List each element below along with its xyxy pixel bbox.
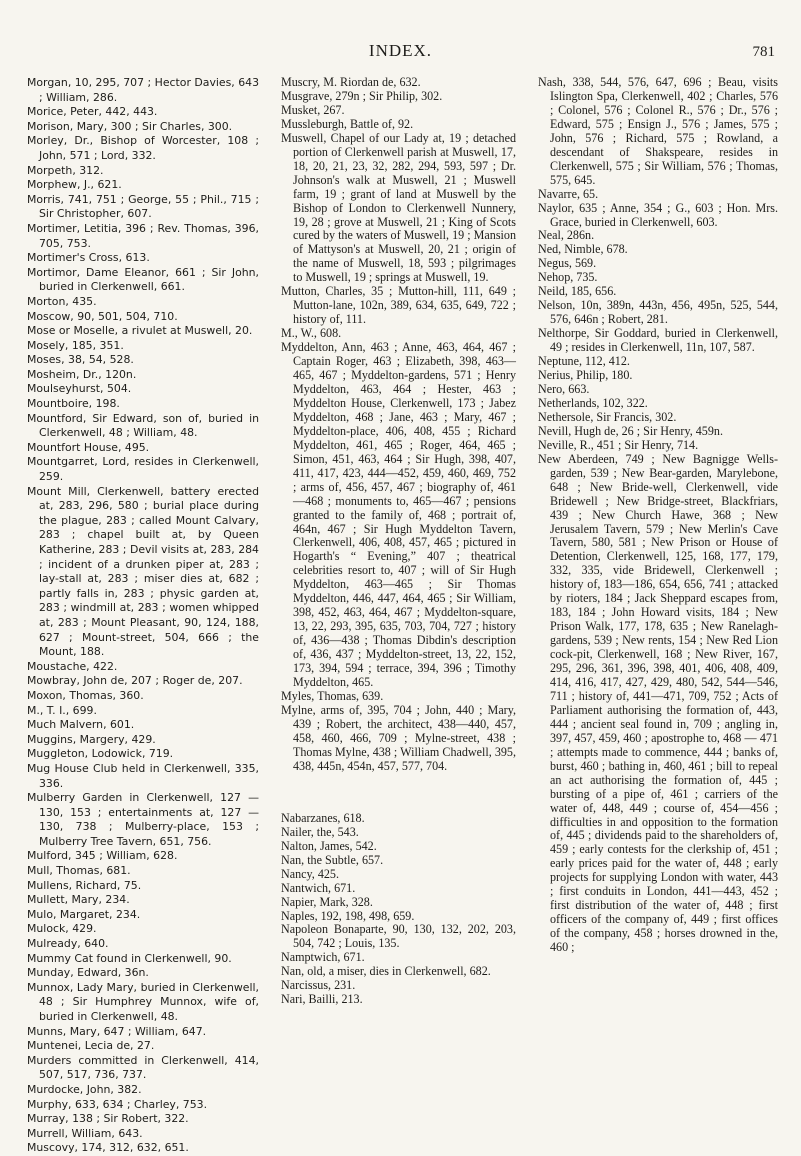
- section-gap: [281, 786, 516, 800]
- index-entry: Mulock, 429.: [27, 922, 97, 936]
- index-entry: Nevill, Hugh de, 26 ; Sir Henry, 459n.: [538, 423, 723, 438]
- index-column-3: [538, 76, 778, 955]
- index-entry: Mowbray, John de, 207 ; Roger de, 207.: [27, 674, 243, 688]
- index-columns: [0, 66, 801, 1155]
- index-entry: New Aberdeen, 749 ; New Bagnigge Wells-garden, 539 ; New Bear-garden, Marylebone, 648 ; New Bride-well, Clerkenwell, vide Bridewell ; New Bridge-street, Blackfriars, 439 ; New Church Hawe, 368 ; New Jerusalem Tavern, 579 ; New Merlin's Cave Tavern, 580, 581 ; New Prison or House of Detention, Clerkenwell, 125, 168, 177, 179, 332, 335, vide Bridewell, Clerkenwell ; history of, 183—186, 654, 656, 741 ; attacked by rioters, 184 ; Jack Sheppard escapes from, 183, 184 ; John Howard visits, 184 ; New Prison Walk, 177, 178, 635 ; New Ranelagh-gardens, 539 ; New rents, 154 ; New Red Lion cock-pit, Clerkenwell, 168 ; New River, 167, 295, 296, 361, 396, 398, 401, 406, 408, 409, 414, 416, 417, 427, 429, 480, 542, 544—546, 711 ; history of, 441—471, 709, 752 ; Acts of Parliament authorising the formation of, 443, 444 ; ancient seal found in, 709 ; angling in, 397, 457, 459, 460 ; apostrophe to, 468 — 471 ; attempts made to commence, 444 ; banks of, burst, 460 ; bathing in, 460, 461 ; bill to repeal an act authorising the formation of, 445 ; bursting of a pipe of, 461 ; carriers of the water of, 448, 449 ; course of, 454—456 ; difficulties in and opposition to the formation of, 445 ; dividends paid to the shareholders of, 459 ; early contests for the clerkship of, 451 ; early prices paid for the water of, 448 ; early projects for supplying London with water, 443 ; first conduits in London, 441—443, 452 ; first distribution of the water of, 448 ; first officers of the company of, 449 ; first offices of the company, 458 ; horses drowned in the, 460 ;: [538, 451, 778, 955]
- index-entry: Nelthorpe, Sir Goddard, buried in Clerkenwell, 49 ; resides in Clerkenwell, 11n, 107, 587.: [538, 326, 778, 355]
- index-entry: Nan, old, a miser, dies in Clerkenwell, 682.: [281, 964, 491, 979]
- page-header: [0, 0, 801, 70]
- index-entry: Nailer, the, 543.: [281, 824, 359, 839]
- index-entry: Nash, 338, 544, 576, 647, 696 ; Beau, visits Islington Spa, Clerkenwell, 402 ; Charles, 576 ; Colonel, 576 ; Colonel R., 576 ; Dr., 576 ; Edward, 575 ; Ensign J., 576 ; James, 575 ; John, 576 ; Richard, 575 ; Rowland, a descendant of Shakspeare, resides in Clerkenwell, 575 ; Sir William, 576 ; Thomas, 575, 645.: [538, 75, 778, 187]
- index-entry: Mullens, Richard, 75.: [27, 878, 142, 892]
- index-entry: Mose or Moselle, a rivulet at Muswell, 20.: [27, 324, 253, 338]
- index-entry: Navarre, 65.: [538, 186, 599, 201]
- index-entry: Mountboire, 198.: [27, 397, 120, 411]
- index-entry: Mosheim, Dr., 120n.: [27, 367, 137, 381]
- index-entry: Mortimor, Dame Eleanor, 661 ; Sir John, buried in Clerkenwell, 661.: [27, 265, 259, 294]
- index-entry: Neville, R., 451 ; Sir Henry, 714.: [538, 437, 699, 452]
- index-entry: Mull, Thomas, 681.: [27, 864, 131, 878]
- index-entry: M., W., 608.: [281, 326, 342, 341]
- index-entry: Morley, Dr., Bishop of Worcester, 108 ; John, 571 ; Lord, 332.: [27, 134, 259, 162]
- index-entry: Morphew, J., 621.: [27, 178, 122, 192]
- index-entry: Ned, Nimble, 678.: [538, 242, 628, 257]
- index-entry: Mummy Cat found in Clerkenwell, 90.: [27, 951, 232, 965]
- index-entry: Moulseyhurst, 504.: [27, 382, 132, 396]
- index-entry: Morpeth, 312.: [27, 163, 104, 177]
- index-entry: Muntenei, Lecia de, 27.: [27, 1039, 155, 1053]
- index-entry: Mortimer, Letitia, 396 ; Rev. Thomas, 396, 705, 753.: [27, 221, 259, 250]
- index-entry: Nethersole, Sir Francis, 302.: [538, 409, 677, 424]
- index-entry: Neal, 286n.: [538, 228, 595, 243]
- index-entry: Munnox, Lady Mary, buried in Clerkenwell, 48 ; Sir Humphrey Munnox, wife of, buried in Clerkenwell, 48.: [27, 980, 259, 1023]
- index-entry: Mug House Club held in Clerkenwell, 335, 336.: [27, 761, 259, 790]
- index-entry: Neild, 185, 656.: [538, 284, 617, 299]
- index-entry: Nan, the Subtle, 657.: [281, 852, 384, 867]
- index-entry: Mulo, Margaret, 234.: [27, 907, 141, 921]
- index-entry: Nari, Bailli, 213.: [281, 992, 363, 1007]
- index-column-1: [27, 76, 259, 1156]
- index-entry: Musket, 267.: [281, 102, 345, 117]
- index-entry: Mussleburgh, Battle of, 92.: [281, 116, 414, 131]
- index-entry: Mutton, Charles, 35 ; Mutton-hill, 111, 649 ; Mutton-lane, 102n, 389, 634, 635, 649, 722 ; history of, 111.: [281, 284, 516, 327]
- index-entry: Morris, 741, 751 ; George, 55 ; Phil., 715 ; Sir Christopher, 607.: [27, 192, 259, 221]
- index-entry: Nehop, 735.: [538, 270, 598, 285]
- index-entry: Muswell, Chapel of our Lady at, 19 ; detached portion of Clerkenwell parish at Muswell, 17, 18, 20, 21, 23, 32, 282, 294, 593, 597 ; Dr. Johnson's walk at Muswell, 21 ; Muswell farm, 19 ; grant of land at Muswell by the Bishop of London to Clerkenwell Nunnery, 19, 28 ; grove at Muswell, 21 ; King of Scots cured by the waters of Muswell, 19 ; Mansion of Mattyson's at Muswell, 20, 21 ; origin of the name of Muswell, 18, 593 ; pilgrimages to Muswell, 19 ; springs at Muswell, 19.: [281, 130, 516, 285]
- running-title: INDEX.: [368, 41, 433, 60]
- index-entry: Namptwich, 671.: [281, 950, 365, 965]
- index-entry: Mountgarret, Lord, resides in Clerkenwell, 259.: [27, 455, 259, 484]
- index-entry: Moscow, 90, 501, 504, 710.: [27, 309, 178, 323]
- index-entry: Murdocke, John, 382.: [27, 1082, 142, 1096]
- index-entry: Naylor, 635 ; Anne, 354 ; G., 603 ; Hon. Mrs. Grace, buried in Clerkenwell, 603.: [538, 200, 778, 229]
- page-number: 781: [752, 44, 775, 60]
- index-entry: Naples, 192, 198, 498, 659.: [281, 908, 415, 923]
- index-entry: Mount Mill, Clerkenwell, battery erected at, 283, 296, 580 ; burial place during the plague, 283 ; called Mount Calvary, 283 ; chapel built at, by Queen Katherine, 283 ; Devil visits at, 283, 284 ; incident of a drunken piper at, 283 ; lay-stall at, 283 ; miser dies at, 682 ; partly falls in, 283 ; physic garden at, 283 ; windmill at, 283 ; women whipped at, 283 ; Mount Pleasant, 90, 124, 188, 627 ; Mount-street, 504, 666 ; the Mount, 188.: [27, 484, 259, 659]
- index-entry: Nero, 663.: [538, 381, 590, 396]
- index-entry: Morison, Mary, 300 ; Sir Charles, 300.: [27, 119, 233, 133]
- index-entry: Mortimer's Cross, 613.: [27, 251, 150, 265]
- index-entry: Muggins, Margery, 429.: [27, 732, 156, 746]
- index-entry: Moxon, Thomas, 360.: [27, 688, 144, 702]
- index-entry: Morgan, 10, 295, 707 ; Hector Davies, 643 ; William, 286.: [27, 76, 259, 104]
- index-entry: Moustache, 422.: [27, 659, 118, 673]
- index-entry: Nantwich, 671.: [281, 880, 356, 895]
- index-entry: Musgrave, 279n ; Sir Philip, 302.: [281, 88, 443, 103]
- index-entry: Mullett, Mary, 234.: [27, 893, 130, 907]
- index-entry: Munns, Mary, 647 ; William, 647.: [27, 1024, 207, 1038]
- index-entry: Napoleon Bonaparte, 90, 130, 132, 202, 203, 504, 742 ; Louis, 135.: [281, 922, 516, 951]
- index-entry: Mountford, Sir Edward, son of, buried in Clerkenwell, 48 ; William, 48.: [27, 411, 259, 440]
- index-entry: Murray, 138 ; Sir Robert, 322.: [27, 1112, 189, 1126]
- index-entry: Nancy, 425.: [281, 866, 339, 881]
- index-entry: Mulberry Garden in Clerkenwell, 127 —130, 153 ; entertainments at, 127 —130, 738 ; Mulberry-place, 153 ; Mulberry Tree Tavern, 651, 756.: [27, 791, 259, 848]
- index-entry: Murders committed in Clerkenwell, 414, 507, 517, 736, 737.: [27, 1053, 259, 1082]
- index-entry: Moses, 38, 54, 528.: [27, 353, 134, 367]
- index-entry: Mulford, 345 ; William, 628.: [27, 849, 178, 863]
- index-entry: Napier, Mark, 328.: [281, 894, 373, 909]
- index-entry: Neptune, 112, 412.: [538, 354, 630, 369]
- index-entry: Morton, 435.: [27, 294, 97, 308]
- index-entry: Mulready, 640.: [27, 937, 109, 951]
- index-entry: M., T. I., 699.: [27, 703, 97, 717]
- index-entry: Morice, Peter, 442, 443.: [27, 105, 158, 119]
- index-entry: Muggleton, Lodowick, 719.: [27, 747, 174, 761]
- index-entry: Nabarzanes, 618.: [281, 810, 365, 825]
- index-column-2: [281, 76, 516, 1007]
- index-entry: Much Malvern, 601.: [27, 718, 135, 732]
- index-entry: Muscry, M. Riordan de, 632.: [281, 75, 421, 89]
- index-entry: Nelson, 10n, 389n, 443n, 456, 495n, 525, 544, 576, 646n ; Robert, 281.: [538, 298, 778, 327]
- index-entry: Nalton, James, 542.: [281, 838, 377, 853]
- index-entry: Murphy, 633, 634 ; Charley, 753.: [27, 1097, 208, 1111]
- index-entry: Mylne, arms of, 395, 704 ; John, 440 ; Mary, 439 ; Robert, the architect, 438—440, 457, 458, 460, 466, 709 ; Mylne-street, 438 ; Thomas Mylne, 438 ; William Chadwell, 395, 438, 445n, 454n, 457, 577, 704.: [281, 702, 516, 773]
- index-entry: Murrell, William, 643.: [27, 1126, 143, 1140]
- index-entry: Narcissus, 231.: [281, 978, 356, 993]
- index-entry: Nerius, Philip, 180.: [538, 368, 633, 383]
- index-entry: Myddelton, Ann, 463 ; Anne, 463, 464, 467 ; Captain Roger, 463 ; Elizabeth, 398, 463—465, 467 ; Myddelton-gardens, 571 ; Henry Myddelton, 463, 464 ; Hester, 463 ; Myddelton House, Clerkenwell, 173 ; Jabez Myddelton, 468 ; Jane, 463 ; Mary, 467 ; Myddelton-place, 406, 408, 455 ; Richard Myddelton, 461, 465 ; Roger, 464, 465 ; Simon, 451, 463, 464 ; Sir Hugh, 398, 407, 411, 417, 423, 444—452, 459, 460, 469, 752 ; arms of, 456, 457, 467 ; biography of, 461—468 ; monuments to, 465—467 ; pensions granted to the family of, 468 ; portrait of, 464n, 467 ; Sir Hugh Myddelton Tavern, Clerkenwell, 406, 408, 457, 465 ; pictured in Hogarth's “ Evening,” 407 ; theatrical celebrities resort to, 407 ; will of Sir Hugh Myddelton, 463—465 ; Sir Thomas Myddelton, 446, 447, 464, 465 ; Sir William, 398, 452, 463, 464, 467 ; Myddelton-square, 13, 22, 293, 395, 635, 703, 704, 727 ; history of, 436—438 ; Thomas Dibdin's description of, 436, 437 ; Myddelton-street, 13, 22, 152, 173, 394, 594 ; terrace, 394, 396 ; Timothy Myddelton, 465.: [281, 340, 516, 689]
- index-entry: Myles, Thomas, 639.: [281, 688, 384, 703]
- index-entry: Netherlands, 102, 322.: [538, 395, 648, 410]
- index-entry: Mosely, 185, 351.: [27, 338, 124, 352]
- index-entry: Muscovy, 174, 312, 632, 651.: [27, 1141, 189, 1155]
- index-entry: Negus, 569.: [538, 256, 597, 271]
- index-entry: Munday, Edward, 36n.: [27, 966, 149, 980]
- index-entry: Mountfort House, 495.: [27, 440, 150, 454]
